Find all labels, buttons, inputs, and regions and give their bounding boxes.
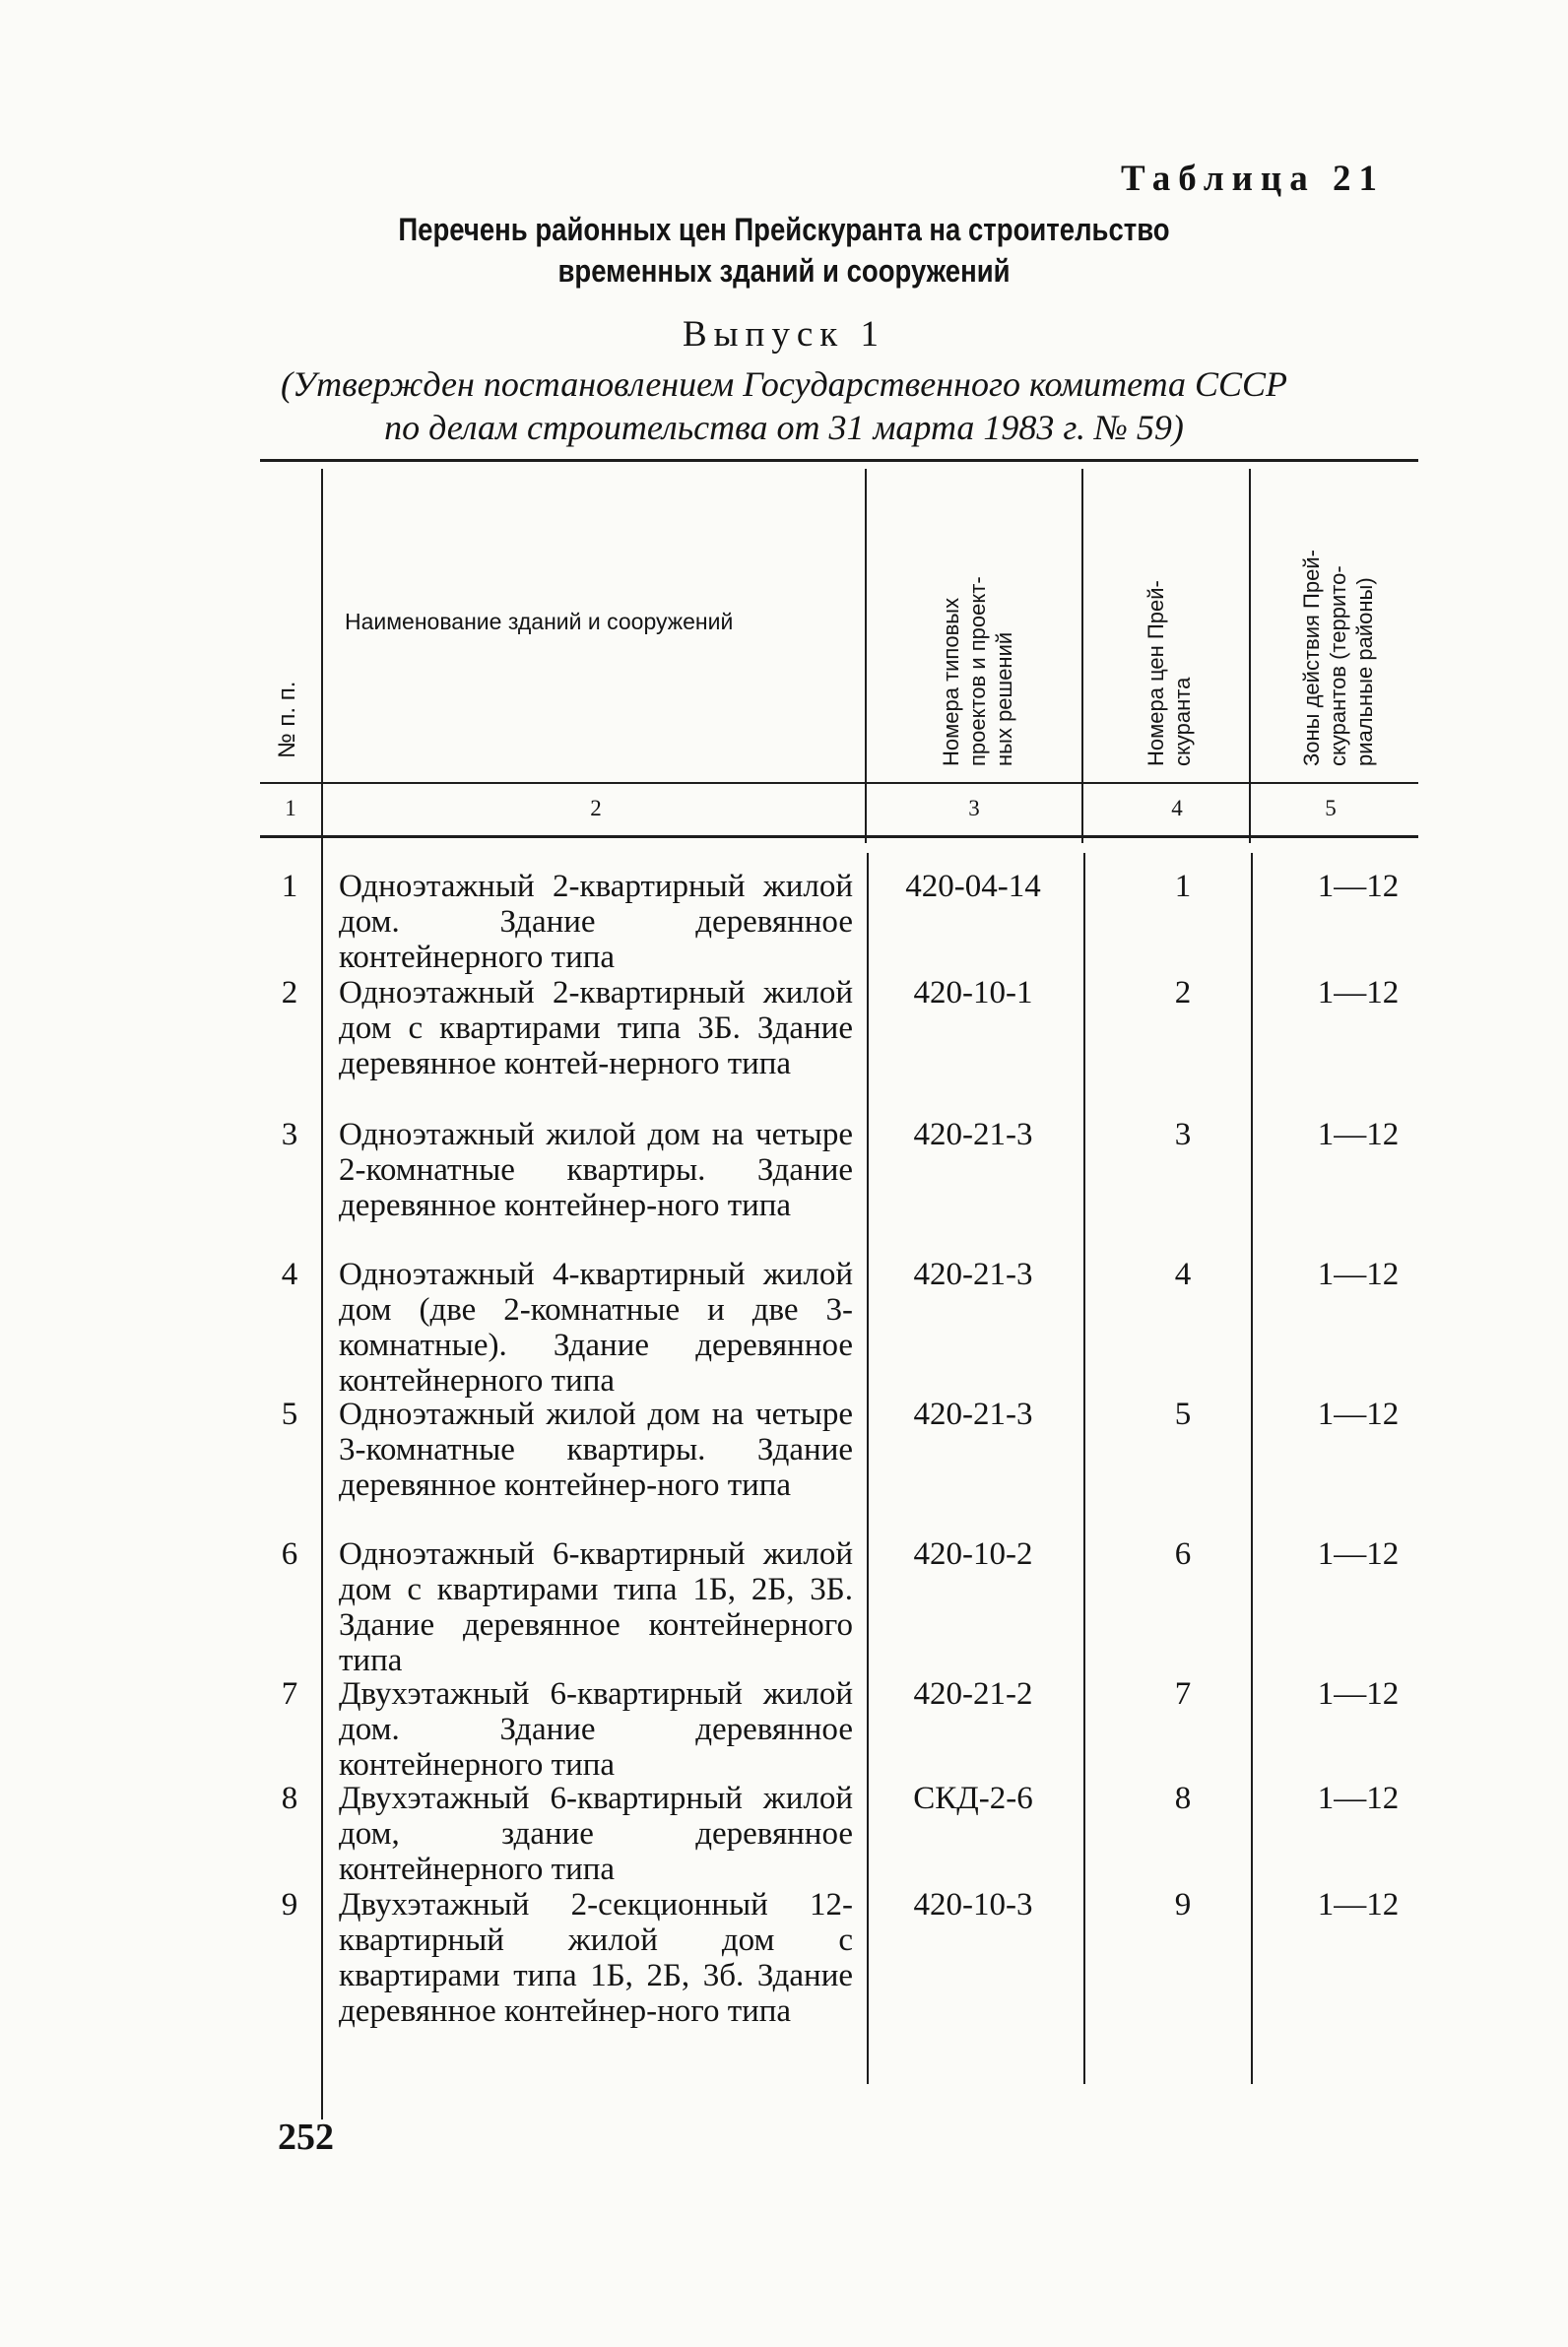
header-zones-line-2: скурантов (террито-	[1326, 565, 1350, 766]
row-zone: 1—12	[1317, 1536, 1400, 1572]
divider-col-1-2	[321, 469, 323, 2119]
header-name: Наименование зданий и сооружений	[345, 609, 734, 634]
column-number-3: 3	[968, 796, 980, 820]
row-number: 3	[281, 1117, 298, 1152]
divider-col-2-3	[865, 469, 867, 843]
row-price: 2	[1174, 975, 1192, 1011]
divider-col-4-5	[1249, 469, 1251, 843]
approval-line-1: (Утвержден постановлением Государственного комитета СССР	[280, 364, 1288, 404]
row-price: 9	[1174, 1887, 1192, 1923]
header-project-line-3: ных решений	[992, 631, 1016, 766]
row-project: 420-21-3	[913, 1257, 1033, 1292]
column-number-5: 5	[1325, 796, 1337, 820]
header-project-line-1: Номера типовых	[939, 597, 963, 766]
row-number: 2	[281, 975, 298, 1011]
row-price: 3	[1174, 1117, 1192, 1152]
row-zone: 1—12	[1317, 1676, 1400, 1712]
row-zone: 1—12	[1317, 975, 1400, 1011]
row-price: 7	[1174, 1676, 1192, 1712]
row-zone: 1—12	[1317, 1257, 1400, 1292]
header-row-number: № п. п.	[274, 681, 300, 758]
title-line-2: временных зданий и сооружений	[557, 253, 1011, 289]
row-zone: 1—12	[1317, 1117, 1400, 1152]
title-line-1: Перечень районных цен Прейскуранта на строительство	[398, 212, 1170, 247]
row-project: 420-04-14	[905, 869, 1041, 904]
row-name: Одноэтажный 6-квартирный жилой дом с квартирами типа 1Б, 2Б, 3Б. Здание деревянное контейнерного типа	[339, 1536, 853, 1678]
issue-label: Выпуск 1	[683, 314, 885, 355]
row-zone: 1—12	[1317, 869, 1400, 904]
table-label: Таблица 21	[1121, 159, 1385, 199]
row-price: 1	[1174, 869, 1192, 904]
column-number-2: 2	[590, 796, 602, 820]
table-title	[109, 209, 1458, 292]
header-zones	[1298, 550, 1378, 766]
row-number: 9	[281, 1887, 298, 1923]
row-zone: 1—12	[1317, 1887, 1400, 1923]
header-project-numbers	[938, 576, 1017, 766]
row-name: Одноэтажный 2-квартирный жилой дом. Здание деревянное контейнерного типа	[339, 869, 853, 975]
divider-col-3-4	[1081, 469, 1083, 843]
table-top-rule	[260, 459, 1418, 462]
approval-note	[0, 362, 1568, 449]
header-price-numbers	[1143, 580, 1196, 766]
row-price: 5	[1174, 1397, 1192, 1432]
row-number: 7	[281, 1676, 298, 1712]
row-name: Одноэтажный 2-квартирный жилой дом с квартирами типа 3Б. Здание деревянное контей-нерного типа	[339, 975, 853, 1081]
row-number: 6	[281, 1536, 298, 1572]
row-name: Двухэтажный 6-квартирный жилой дом, здание деревянное контейнерного типа	[339, 1781, 853, 1887]
header-project-line-2: проектов и проект-	[965, 576, 990, 766]
column-number-4: 4	[1171, 796, 1183, 820]
divider-col-3-4-body	[1083, 853, 1085, 2084]
header-zones-line-1: Зоны действия Прей-	[1299, 550, 1324, 766]
row-name: Одноэтажный жилой дом на четыре 2-комнатные квартиры. Здание деревянное контейнер-ного типа	[339, 1117, 853, 1223]
row-price: 4	[1174, 1257, 1192, 1292]
row-price: 8	[1174, 1781, 1192, 1816]
row-number: 8	[281, 1781, 298, 1816]
row-name: Двухэтажный 2-секционный 12-квартирный жилой дом с квартирами типа 1Б, 2Б, 3б. Здание деревянное контейнер-ного типа	[339, 1887, 853, 2029]
row-name: Одноэтажный жилой дом на четыре 3-комнатные квартиры. Здание деревянное контейнер-ного типа	[339, 1397, 853, 1503]
row-price: 6	[1174, 1536, 1192, 1572]
header-zones-line-3: риальные районы)	[1352, 577, 1377, 766]
row-name: Одноэтажный 4-квартирный жилой дом (две 2-комнатные и две 3-комнатные). Здание деревянное контейнерного типа	[339, 1257, 853, 1399]
row-zone: 1—12	[1317, 1397, 1400, 1432]
row-zone: 1—12	[1317, 1781, 1400, 1816]
row-project: 420-10-2	[913, 1536, 1033, 1572]
row-project: СКД-2-6	[913, 1781, 1033, 1816]
row-number: 5	[281, 1397, 298, 1432]
page-number: 252	[278, 2117, 334, 2158]
header-price-line-1: Номера цен Прей-	[1143, 580, 1168, 766]
row-number: 1	[281, 869, 298, 904]
row-name: Двухэтажный 6-квартирный жилой дом. Здание деревянное контейнерного типа	[339, 1676, 853, 1783]
header-price-line-2: скуранта	[1170, 677, 1195, 766]
approval-line-2: по делам строительства от 31 марта 1983 г. № 59)	[384, 408, 1184, 447]
row-project: 420-10-3	[913, 1887, 1033, 1923]
column-numbers-rule	[260, 835, 1418, 838]
row-project: 420-21-3	[913, 1397, 1033, 1432]
row-project: 420-10-1	[913, 975, 1033, 1011]
column-number-1: 1	[285, 796, 296, 820]
row-project: 420-21-3	[913, 1117, 1033, 1152]
row-number: 4	[281, 1257, 298, 1292]
row-project: 420-21-2	[913, 1676, 1033, 1712]
header-bottom-rule	[260, 782, 1418, 784]
